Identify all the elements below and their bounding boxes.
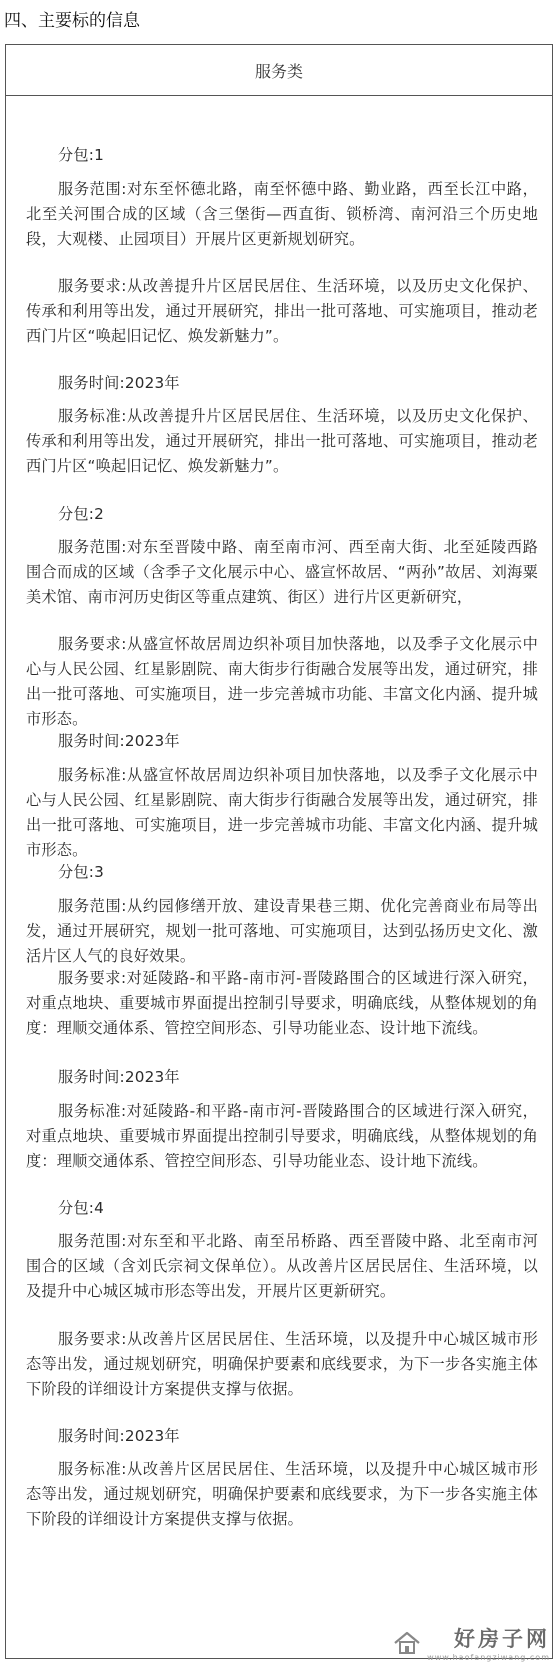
service-requirement: 服务要求:从改善提升片区居民居住、生活环境，以及历史文化保护、传承和利用等出发，通过开展研究，排出一批可落地、可实施项目，推动老西门片区“唤起旧记忆、焕发新魅力”。 [26, 277, 538, 345]
service-scope: 服务范围:从约园修缮开放、建设青果巷三期、优化完善商业布局等出发，通过开展研究，规划一批可落地、可实施项目，达到弘扬历史文化、激活片区人气的良好效果。 [26, 897, 538, 965]
service-scope: 服务范围:对东至晋陵中路、南至南市河、西至南大街、北至延陵西路围合而成的区域（含季子文化展示中心、盛宣怀故居、“两孙”故居、刘海粟美术馆、南市河历史街区等重点建筑、街区）进行片区更新研究， [26, 538, 538, 606]
package-label: 分包:1 [58, 146, 104, 164]
site-watermark [393, 1623, 550, 1662]
package-label: 分包:4 [58, 1199, 104, 1217]
package-label: 分包:3 [58, 863, 104, 881]
table-body [6, 96, 552, 1659]
package-label: 分包:2 [58, 505, 104, 523]
service-time: 服务时间:2023年 [58, 732, 180, 750]
service-requirement: 服务要求:对延陵路-和平路-南市河-晋陵路围合的区域进行深入研究，对重点地块、重要城市界面提出控制引导要求，明确底线，从整体规划的角度：理顺交通体系、管控空间形态、引导功能业态、设计地下流线。 [26, 969, 538, 1037]
section-heading: 四、主要标的信息 [4, 11, 140, 31]
service-standard: 服务标准:从改善片区居民居住、生活环境，以及提升中心城区城市形态等出发，通过规划研究，明确保护要素和底线要求，为下一步各实施主体下阶段的详细设计方案提供支撑与依据。 [26, 1460, 538, 1528]
service-standard: 服务标准:从改善提升片区居民居住、生活环境，以及历史文化保护、传承和利用等出发，通过开展研究，排出一批可落地、可实施项目，推动老西门片区“唤起旧记忆、焕发新魅力”。 [26, 407, 538, 475]
bid-info-table [5, 44, 553, 1659]
service-standard: 服务标准:对延陵路-和平路-南市河-晋陵路围合的区域进行深入研究，对重点地块、重要城市界面提出控制引导要求，明确底线，从整体规划的角度：理顺交通体系、管控空间形态、引导功能业态、设计地下流线。 [26, 1102, 538, 1170]
service-requirement: 服务要求:从改善片区居民居住、生活环境，以及提升中心城区城市形态等出发，通过规划研究，明确保护要素和底线要求，为下一步各实施主体下阶段的详细设计方案提供支撑与依据。 [26, 1330, 538, 1398]
service-scope: 服务范围:对东至怀德北路，南至怀德中路、勤业路，西至长江中路，北至关河围合成的区域（含三堡街—西直街、锁桥湾、南河沿三个历史地段，大观楼、止园项目）开展片区更新规划研究。 [26, 180, 538, 248]
house-logo-icon [393, 1630, 421, 1656]
watermark-url: www.haofangziwang.com [427, 1653, 550, 1662]
table-header: 服务类 [6, 45, 552, 96]
watermark-name: 好房子网 [454, 1627, 550, 1651]
service-scope: 服务范围:对东至和平北路、南至吊桥路、西至晋陵中路、北至南市河围合的区域（含刘氏宗祠文保单位）。从改善片区居民居住、生活环境，以及提升中心城区城市形态等出发，开展片区更新研究。 [26, 1232, 538, 1300]
service-time: 服务时间:2023年 [58, 374, 180, 392]
service-requirement: 服务要求:从盛宣怀故居周边织补项目加快落地，以及季子文化展示中心与人民公园、红星影剧院、南大街步行街融合发展等出发，通过研究，排出一批可落地、可实施项目，进一步完善城市功能、丰富文化内涵、提升城市形态。 [26, 635, 538, 728]
service-time: 服务时间:2023年 [58, 1427, 180, 1445]
service-standard: 服务标准:从盛宣怀故居周边织补项目加快落地，以及季子文化展示中心与人民公园、红星影剧院、南大街步行街融合发展等出发，通过研究，排出一批可落地、可实施项目，进一步完善城市功能、丰富文化内涵、提升城市形态。 [26, 766, 538, 859]
service-time: 服务时间:2023年 [58, 1068, 180, 1086]
